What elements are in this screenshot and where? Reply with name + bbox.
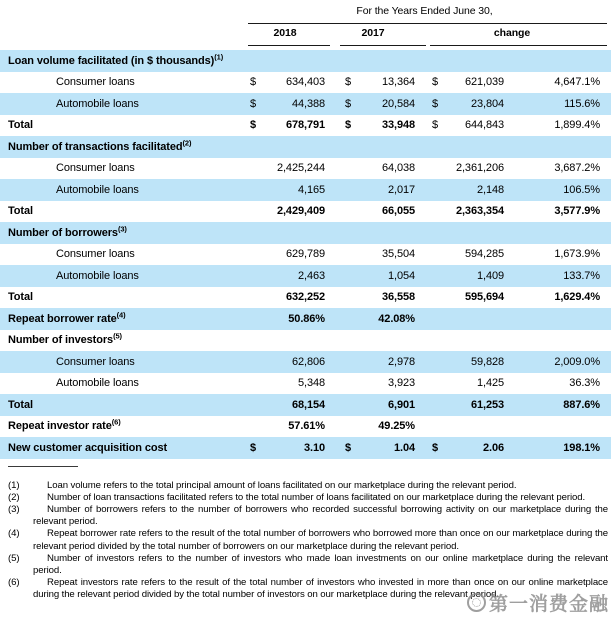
value-cell <box>510 119 606 131</box>
cell-value: 4,647.1% <box>554 76 600 89</box>
table-row <box>0 416 611 438</box>
cell-value: 632,252 <box>285 291 325 304</box>
cell-value: 198.1% <box>563 441 600 454</box>
table-row <box>0 265 611 287</box>
row-label: Number of investors$^{(5)}$ <box>8 331 122 347</box>
cell-value: 3,923 <box>387 377 415 390</box>
cell-value: 2,148 <box>476 183 504 196</box>
row-label: Consumer loans <box>56 355 135 368</box>
value-cell <box>510 184 606 196</box>
footnote-item <box>0 553 608 577</box>
value-cell <box>510 442 606 454</box>
row-label: Automobile loans <box>56 183 139 196</box>
cell-value: 1,673.9% <box>554 248 600 261</box>
value-cell <box>242 399 328 411</box>
table-row <box>0 179 611 201</box>
cell-value: 678,791 <box>285 119 325 132</box>
value-cell <box>418 377 510 389</box>
value-cell <box>328 291 418 303</box>
footnote-text: Loan volume refers to the total principal amount of loans facilitated on our marketplace during the relevant period. <box>47 479 517 491</box>
cell-value: 36,558 <box>381 291 415 304</box>
column-header-2017: 2017 <box>361 27 385 39</box>
cell-value: 23,804 <box>470 97 504 110</box>
cell-value: 3.10 <box>303 441 325 454</box>
value-cell <box>242 270 328 282</box>
cell-value: 42.08% <box>378 312 415 325</box>
value-cell <box>510 248 606 260</box>
cell-value: 634,403 <box>285 76 325 89</box>
footnote-text: Number of loan transactions facilitated refers to the total number of loans facilitated on our marketplace during the relevant period. <box>47 491 586 503</box>
footnote-ref: (4) <box>116 310 126 320</box>
cell-value: 66,055 <box>381 205 415 218</box>
value-cell <box>328 377 418 389</box>
footnote-text: Number of borrowers refers to the number of borrowers who recorded successful borrowing activity on our marketplace during the relevant period. <box>33 503 608 528</box>
value-cell <box>242 162 328 174</box>
value-cell <box>418 205 510 217</box>
row-label: New customer acquisition cost <box>8 441 168 454</box>
value-cell <box>328 205 418 217</box>
cell-value: 62,806 <box>291 355 325 368</box>
cell-value: 1,629.4% <box>554 291 600 304</box>
section-row <box>0 222 611 244</box>
table-header <box>0 0 611 50</box>
cell-value: 2,978 <box>387 355 415 368</box>
value-cell <box>418 98 510 110</box>
footnote-item <box>0 492 608 504</box>
value-cell <box>328 399 418 411</box>
footnote-text: Repeat investors rate refers to the result of the total number of investors who invested in more than once on our online marketplace during the relevant period divided by the total number of investors on our marketplace during the relevant period. <box>33 577 608 601</box>
row-label: Consumer loans <box>56 248 135 261</box>
cell-value: 106.5% <box>563 183 600 196</box>
value-cell <box>242 119 328 131</box>
cell-value: 20,584 <box>381 97 415 110</box>
table-row <box>0 394 611 416</box>
cell-value: 59,828 <box>470 355 504 368</box>
footnote-separator <box>8 466 78 467</box>
currency-symbol: $ <box>432 441 439 454</box>
value-cell <box>418 399 510 411</box>
cell-value: 115.6% <box>564 97 600 110</box>
cell-value: 887.6% <box>563 398 600 411</box>
value-cell <box>510 205 606 217</box>
currency-symbol: $ <box>250 441 257 454</box>
value-cell <box>510 399 606 411</box>
table-row <box>0 72 611 94</box>
currency-symbol: $ <box>345 119 352 132</box>
column-header-change: change <box>493 27 531 39</box>
value-cell <box>418 162 510 174</box>
value-cell <box>328 356 418 368</box>
row-label: Consumer loans <box>56 162 135 175</box>
cell-value: 2,017 <box>387 183 415 196</box>
value-cell <box>328 248 418 260</box>
footnote-number: (3) <box>8 503 20 515</box>
column-underline-change <box>430 45 607 46</box>
section-row <box>0 50 611 72</box>
value-cell <box>418 270 510 282</box>
value-cell <box>328 313 418 325</box>
value-cell <box>242 184 328 196</box>
watermark-text: 第一消费金融 <box>488 594 609 615</box>
value-cell <box>242 248 328 260</box>
cell-value: 3,577.9% <box>554 205 600 218</box>
table-row <box>0 373 611 395</box>
cell-value: 1,899.4% <box>554 119 600 132</box>
value-cell <box>242 356 328 368</box>
currency-symbol: $ <box>250 76 257 89</box>
footnote-ref: (3) <box>117 224 127 234</box>
footnote-item <box>0 504 608 528</box>
cell-value: 621,039 <box>464 76 504 89</box>
value-cell <box>418 76 510 88</box>
cell-value: 1,054 <box>387 269 415 282</box>
cell-value: 595,694 <box>464 291 504 304</box>
cell-value: 4,165 <box>297 183 325 196</box>
value-cell <box>418 442 510 454</box>
value-cell <box>510 377 606 389</box>
footnote-number: (4) <box>8 528 20 540</box>
footnote-ref: (5) <box>113 331 122 341</box>
cell-value: 44,388 <box>291 97 325 110</box>
currency-symbol: $ <box>432 119 439 132</box>
value-cell <box>328 420 418 432</box>
value-cell <box>418 291 510 303</box>
table-row <box>0 158 611 180</box>
cell-value: 1,425 <box>476 377 504 390</box>
footnote-text: Repeat borrower rate refers to the result of the total number of borrowers who borrowed more than once on our marketplace during the relevant period divided by the total number of borrowers on our marketplace during the relevant period. <box>33 528 608 552</box>
table-row <box>0 201 611 223</box>
cell-value: 2,425,244 <box>276 162 325 175</box>
period-title: For the Years Ended June 30, <box>356 5 493 17</box>
cell-value: 3,687.2% <box>554 162 600 175</box>
value-cell <box>242 205 328 217</box>
row-label: Automobile loans <box>56 97 139 110</box>
cell-value: 5,348 <box>297 377 325 390</box>
value-cell <box>242 313 328 325</box>
cell-value: 36.3% <box>569 377 600 390</box>
section-row <box>0 330 611 352</box>
cell-value: 2,463 <box>297 269 325 282</box>
row-label: Consumer loans <box>56 76 135 89</box>
footnote-item <box>0 480 608 492</box>
row-label: Total <box>8 205 33 218</box>
footnote-text: Number of investors refers to the number of investors who made loan investments on our online marketplace during the relevant period. <box>33 552 608 576</box>
value-cell <box>418 184 510 196</box>
table-row <box>0 93 611 115</box>
footnote-ref: (1) <box>214 52 224 62</box>
row-label: Repeat borrower rate$^{(4)}$ <box>8 310 126 325</box>
row-label: Total <box>8 291 33 304</box>
currency-symbol: $ <box>345 441 352 454</box>
cell-value: 133.7% <box>563 269 600 282</box>
table-row <box>0 115 611 137</box>
value-cell <box>510 76 606 88</box>
label-column-spacer <box>0 27 242 39</box>
cell-value: 57.61% <box>288 420 325 433</box>
value-cell <box>242 76 328 88</box>
table-row <box>0 351 611 373</box>
value-cell <box>510 270 606 282</box>
metrics-table <box>0 50 611 459</box>
value-cell <box>418 248 510 260</box>
value-cell <box>510 98 606 110</box>
value-cell <box>242 98 328 110</box>
cell-value: 35,504 <box>381 248 415 261</box>
section-row <box>0 136 611 158</box>
cell-value: 2,363,354 <box>455 205 504 218</box>
currency-symbol: $ <box>345 76 352 89</box>
row-label: Loan volume facilitated (in $ thousands)$^{(1)}$ <box>8 52 224 67</box>
footnote-item <box>0 528 608 552</box>
value-cell <box>328 162 418 174</box>
currency-symbol: $ <box>250 119 257 132</box>
row-label: Automobile loans <box>56 269 139 282</box>
cell-value: 594,285 <box>464 248 504 261</box>
row-label: Number of borrowers$^{(3)}$ <box>8 224 127 239</box>
value-cell <box>328 76 418 88</box>
cell-value: 644,843 <box>464 119 504 132</box>
cell-value: 2,009.0% <box>554 355 600 368</box>
value-cell <box>242 377 328 389</box>
cell-value: 49.25% <box>378 420 415 433</box>
table-row <box>0 437 611 459</box>
value-cell <box>510 162 606 174</box>
column-header-2018: 2018 <box>273 27 297 39</box>
footnote-ref: (2) <box>182 138 192 148</box>
footnotes <box>0 480 611 602</box>
currency-symbol: $ <box>250 97 257 110</box>
currency-symbol: $ <box>432 76 439 89</box>
footnote-number: (1) <box>8 479 20 491</box>
cell-value: 1.04 <box>393 441 415 454</box>
value-cell <box>328 270 418 282</box>
cell-value: 61,253 <box>470 398 504 411</box>
value-cell <box>510 356 606 368</box>
value-cell <box>242 420 328 432</box>
row-label: Number of transactions facilitated$^{(2)}$ <box>8 138 192 153</box>
column-headers <box>0 27 611 39</box>
cell-value: 1,409 <box>476 269 504 282</box>
cell-value: 33,948 <box>381 119 415 132</box>
value-cell <box>510 291 606 303</box>
period-underline <box>248 23 607 24</box>
cell-value: 68,154 <box>291 398 325 411</box>
cell-value: 50.86% <box>288 312 325 325</box>
cell-value: 629,789 <box>285 248 325 261</box>
column-underline-2018 <box>248 45 330 46</box>
table-row <box>0 244 611 266</box>
value-cell <box>328 184 418 196</box>
footnote-number: (2) <box>8 491 20 503</box>
footnote-number: (6) <box>8 577 20 589</box>
value-cell <box>418 356 510 368</box>
row-label: Automobile loans <box>56 377 139 390</box>
table-row <box>0 287 611 309</box>
footnote-item <box>0 577 608 601</box>
currency-symbol: $ <box>432 97 439 110</box>
cell-value: 64,038 <box>381 162 415 175</box>
value-cell <box>242 442 328 454</box>
value-cell <box>328 119 418 131</box>
cell-value: 6,901 <box>387 398 415 411</box>
cell-value: 2.06 <box>482 441 504 454</box>
row-label: Repeat investor rate$^{(6)}$ <box>8 417 121 433</box>
cell-value: 2,429,409 <box>276 205 325 218</box>
footnote-ref: (6) <box>111 417 121 427</box>
row-label: Total <box>8 119 33 132</box>
table-row <box>0 308 611 330</box>
value-cell <box>242 291 328 303</box>
cell-value: 13,364 <box>381 76 415 89</box>
row-label: Total <box>8 398 33 411</box>
cell-value: 2,361,206 <box>455 162 504 175</box>
currency-symbol: $ <box>345 97 352 110</box>
value-cell <box>328 442 418 454</box>
value-cell <box>328 98 418 110</box>
column-underline-2017 <box>340 45 426 46</box>
footnote-number: (5) <box>8 552 20 564</box>
value-cell <box>418 119 510 131</box>
